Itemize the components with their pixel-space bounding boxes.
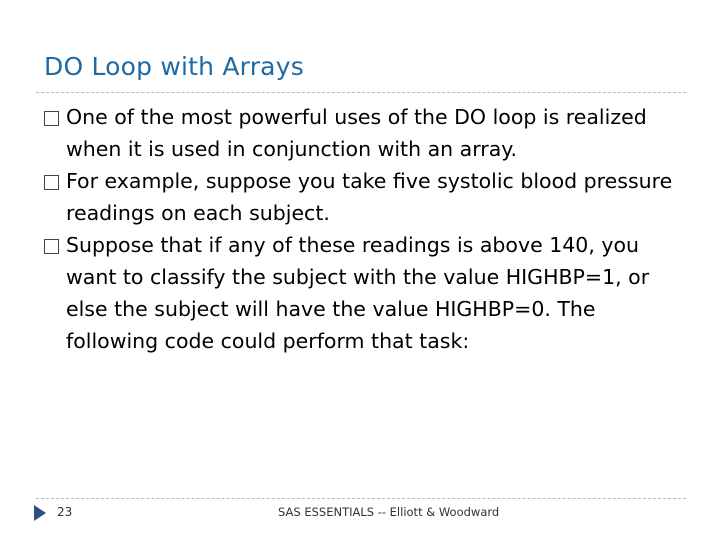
bullet-text: Suppose that if any of these readings is above 140, you want to classify the subject with the value HIGHBP=1, or else the subject will have the value HIGHBP=0. The following code could perform that task: [66,233,650,353]
square-bullet-icon [44,175,59,190]
slide-number: 23 [57,505,73,519]
bullet-list [44,101,684,357]
bullet-text: One of the most powerful uses of the DO loop is realized when it is used in conjunction with an array. [66,105,647,161]
footer-divider [36,498,686,499]
bullet-item [44,101,684,165]
slide-title: DO Loop with Arrays [44,52,304,81]
bullet-item [44,229,684,357]
arrow-right-icon [34,505,46,521]
bullet-text: For example, suppose you take five systolic blood pressure readings on each subject. [66,169,673,225]
square-bullet-icon [44,239,59,254]
footer-text: SAS ESSENTIALS -- Elliott & Woodward [278,505,500,519]
square-bullet-icon [44,111,59,126]
bullet-item [44,165,684,229]
title-divider [36,92,686,93]
